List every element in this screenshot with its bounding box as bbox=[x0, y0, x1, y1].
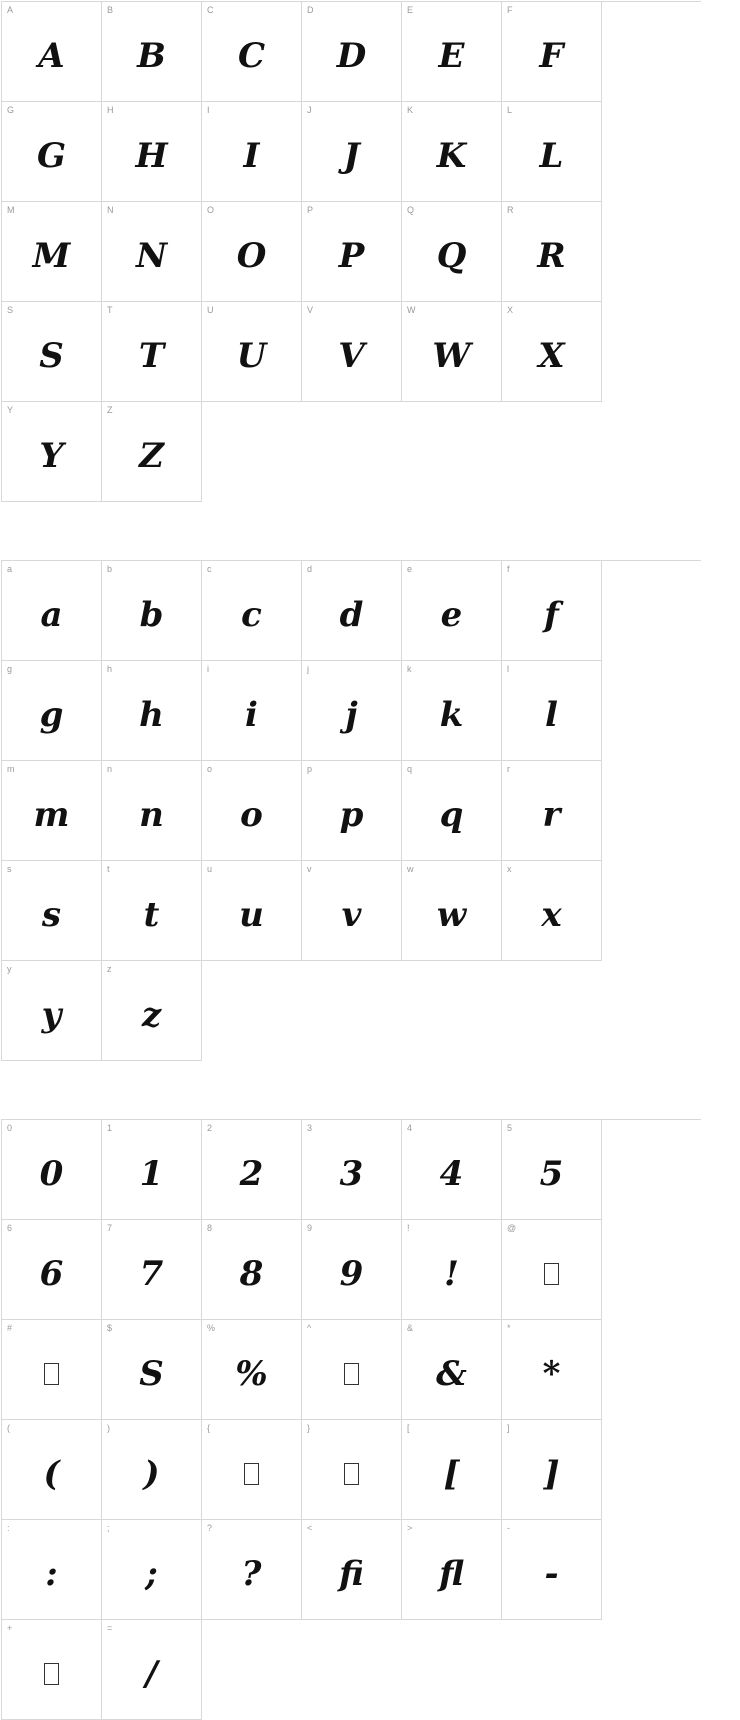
glyph-cell[interactable] bbox=[502, 1520, 602, 1620]
glyph-render: p bbox=[339, 794, 364, 835]
glyph-cell[interactable] bbox=[2, 1320, 102, 1420]
glyph-cell[interactable] bbox=[402, 561, 502, 661]
glyph-cell[interactable] bbox=[2, 1420, 102, 1520]
glyph-cell[interactable] bbox=[202, 1120, 302, 1220]
glyph-cell[interactable] bbox=[2, 661, 102, 761]
glyph-render: V bbox=[338, 335, 365, 376]
glyph-notdef-box bbox=[502, 1220, 601, 1319]
glyph-cell[interactable] bbox=[2, 1220, 102, 1320]
glyph-render: * bbox=[542, 1353, 561, 1394]
glyph-code-label: X bbox=[507, 305, 514, 315]
glyph-render: x bbox=[541, 894, 562, 935]
glyph-code-label: 9 bbox=[307, 1223, 313, 1233]
glyph-code-label: m bbox=[7, 764, 15, 774]
glyph-cell[interactable] bbox=[2, 202, 102, 302]
glyph-cell[interactable] bbox=[102, 1320, 202, 1420]
glyph-code-label: K bbox=[407, 105, 414, 115]
glyph-render: A bbox=[38, 35, 65, 76]
glyph-cell[interactable] bbox=[402, 761, 502, 861]
glyph-code-label: j bbox=[307, 664, 310, 674]
glyph-cell[interactable] bbox=[202, 102, 302, 202]
glyph-code-label: k bbox=[407, 664, 412, 674]
glyph-code-label: C bbox=[207, 5, 214, 15]
glyph-render: 3 bbox=[339, 1153, 364, 1194]
glyph-code-label: U bbox=[207, 305, 214, 315]
glyph-code-label: ( bbox=[7, 1423, 11, 1433]
glyph-render: o bbox=[240, 794, 263, 835]
glyph-cell[interactable] bbox=[502, 761, 602, 861]
glyph-cell[interactable] bbox=[2, 1520, 102, 1620]
glyph-render: 4 bbox=[439, 1153, 464, 1194]
glyph-render: u bbox=[239, 894, 264, 935]
glyph-code-label: e bbox=[407, 564, 413, 574]
glyph-grid-digits-and-symbols bbox=[1, 1119, 701, 1720]
glyph-render: P bbox=[338, 235, 365, 276]
glyph-render: M bbox=[32, 235, 71, 276]
glyph-code-label: z bbox=[107, 964, 112, 974]
glyph-code-label: i bbox=[207, 664, 210, 674]
glyph-cell[interactable] bbox=[102, 1220, 202, 1320]
glyph-cell[interactable] bbox=[2, 1620, 102, 1720]
glyph-cell[interactable] bbox=[102, 102, 202, 202]
glyph-code-label: 8 bbox=[207, 1223, 213, 1233]
glyph-code-label: a bbox=[7, 564, 13, 574]
glyph-code-label: J bbox=[307, 105, 312, 115]
glyph-code-label: # bbox=[7, 1323, 13, 1333]
glyph-code-label: P bbox=[307, 205, 314, 215]
glyph-cell[interactable] bbox=[502, 861, 602, 961]
glyph-cell[interactable] bbox=[202, 202, 302, 302]
glyph-render: fi bbox=[339, 1553, 364, 1594]
glyph-code-label: l bbox=[507, 664, 510, 674]
glyph-cell[interactable] bbox=[2, 561, 102, 661]
glyph-code-label: I bbox=[207, 105, 210, 115]
missing-glyph-icon bbox=[244, 1463, 259, 1485]
glyph-render: a bbox=[40, 594, 63, 635]
glyph-code-label: ^ bbox=[307, 1323, 312, 1333]
glyph-render: H bbox=[135, 135, 168, 176]
glyph-code-label: y bbox=[7, 964, 12, 974]
glyph-render: t bbox=[143, 894, 160, 935]
glyph-code-label: M bbox=[7, 205, 15, 215]
glyph-cell[interactable] bbox=[202, 861, 302, 961]
glyph-cell[interactable] bbox=[502, 2, 602, 102]
glyph-code-label: r bbox=[507, 764, 511, 774]
glyph-cell[interactable] bbox=[102, 661, 202, 761]
glyph-cell[interactable] bbox=[502, 561, 602, 661]
glyph-cell[interactable] bbox=[502, 102, 602, 202]
glyph-cell[interactable] bbox=[302, 1420, 402, 1520]
glyph-render: r bbox=[542, 794, 561, 835]
glyph-code-label: - bbox=[507, 1523, 511, 1533]
glyph-code-label: w bbox=[407, 864, 414, 874]
glyph-render: L bbox=[539, 135, 564, 176]
glyph-render: C bbox=[237, 35, 266, 76]
glyph-cell[interactable] bbox=[202, 1220, 302, 1320]
glyph-cell[interactable] bbox=[202, 561, 302, 661]
glyph-cell[interactable] bbox=[202, 761, 302, 861]
glyph-notdef-box bbox=[302, 1320, 401, 1419]
glyph-render: J bbox=[343, 135, 360, 176]
glyph-notdef-box bbox=[202, 1420, 301, 1519]
glyph-render: S bbox=[39, 335, 64, 376]
glyph-render: Y bbox=[39, 435, 64, 476]
glyph-code-label: G bbox=[7, 105, 15, 115]
glyph-code-label: % bbox=[207, 1323, 216, 1333]
glyph-render: f bbox=[544, 594, 559, 635]
glyph-render: h bbox=[139, 694, 164, 735]
glyph-render: K bbox=[436, 135, 467, 176]
glyph-render: W bbox=[432, 335, 471, 376]
block-separator bbox=[0, 1061, 740, 1119]
glyph-cell[interactable] bbox=[202, 302, 302, 402]
glyph-code-label: h bbox=[107, 664, 113, 674]
glyph-cell[interactable] bbox=[102, 202, 202, 302]
glyph-cell-empty bbox=[302, 1620, 402, 1720]
glyph-code-label: s bbox=[7, 864, 12, 874]
glyph-render: N bbox=[135, 235, 168, 276]
glyph-render: b bbox=[139, 594, 164, 635]
glyph-cell[interactable] bbox=[402, 302, 502, 402]
glyph-cell[interactable] bbox=[102, 2, 202, 102]
glyph-cell[interactable] bbox=[402, 102, 502, 202]
missing-glyph-icon bbox=[344, 1463, 359, 1485]
glyph-render: i bbox=[245, 694, 258, 735]
glyph-cell-empty bbox=[202, 1620, 302, 1720]
glyph-code-label: g bbox=[7, 664, 13, 674]
glyph-render: 1 bbox=[139, 1153, 164, 1194]
glyph-code-label: 7 bbox=[107, 1223, 113, 1233]
glyph-render: z bbox=[141, 994, 162, 1035]
glyph-cell[interactable] bbox=[302, 761, 402, 861]
glyph-code-label: > bbox=[407, 1523, 413, 1533]
glyph-render: S bbox=[139, 1353, 164, 1394]
glyph-cell[interactable] bbox=[102, 861, 202, 961]
glyph-cell-empty bbox=[302, 402, 402, 502]
glyph-cell[interactable] bbox=[502, 202, 602, 302]
glyph-cell[interactable] bbox=[2, 1120, 102, 1220]
glyph-render: B bbox=[137, 35, 166, 76]
glyph-cell[interactable] bbox=[302, 302, 402, 402]
glyph-cell[interactable] bbox=[302, 1120, 402, 1220]
glyph-cell[interactable] bbox=[202, 661, 302, 761]
glyph-cell[interactable] bbox=[202, 1420, 302, 1520]
glyph-notdef-box bbox=[2, 1620, 101, 1719]
glyph-cell[interactable] bbox=[302, 661, 402, 761]
glyph-code-label: ; bbox=[107, 1523, 110, 1533]
glyph-code-label: o bbox=[207, 764, 213, 774]
glyph-cell-empty bbox=[202, 402, 302, 502]
glyph-cell[interactable] bbox=[402, 202, 502, 302]
glyph-render: w bbox=[436, 894, 467, 935]
glyph-code-label: A bbox=[7, 5, 14, 15]
glyph-render: ? bbox=[241, 1553, 262, 1594]
glyph-code-label: L bbox=[507, 105, 513, 115]
glyph-render: : bbox=[45, 1553, 58, 1594]
glyph-code-label: Q bbox=[407, 205, 415, 215]
glyph-render: - bbox=[544, 1553, 559, 1594]
glyph-render: / bbox=[145, 1653, 158, 1694]
glyph-cell[interactable] bbox=[202, 1520, 302, 1620]
glyph-render: & bbox=[436, 1353, 467, 1394]
glyph-render: d bbox=[339, 594, 364, 635]
glyph-code-label: } bbox=[307, 1423, 311, 1433]
glyph-cell[interactable] bbox=[102, 1420, 202, 1520]
glyph-code-label: Y bbox=[7, 405, 14, 415]
glyph-render: 0 bbox=[39, 1153, 64, 1194]
glyph-cell[interactable] bbox=[102, 302, 202, 402]
glyph-code-label: W bbox=[407, 305, 416, 315]
glyph-code-label: 5 bbox=[507, 1123, 513, 1133]
glyph-cell-empty bbox=[202, 961, 302, 1061]
glyph-render: m bbox=[33, 794, 70, 835]
glyph-cell[interactable] bbox=[402, 1120, 502, 1220]
glyph-code-label: c bbox=[207, 564, 212, 574]
glyph-cell[interactable] bbox=[302, 861, 402, 961]
glyph-cell[interactable] bbox=[102, 761, 202, 861]
glyph-render: Z bbox=[139, 435, 164, 476]
glyph-render: [ bbox=[443, 1453, 460, 1494]
glyph-cell[interactable] bbox=[302, 1520, 402, 1620]
glyph-render: y bbox=[41, 994, 62, 1035]
glyph-code-label: Z bbox=[107, 405, 113, 415]
glyph-cell[interactable] bbox=[402, 1220, 502, 1320]
glyph-code-label: & bbox=[407, 1323, 414, 1333]
glyph-cell[interactable] bbox=[502, 1120, 602, 1220]
glyph-render: X bbox=[538, 335, 565, 376]
glyph-render: s bbox=[41, 894, 62, 935]
glyph-cell[interactable] bbox=[102, 1620, 202, 1720]
glyph-cell[interactable] bbox=[302, 2, 402, 102]
glyph-render: E bbox=[438, 35, 465, 76]
glyph-cell[interactable] bbox=[502, 1320, 602, 1420]
missing-glyph-icon bbox=[44, 1363, 59, 1385]
missing-glyph-icon bbox=[344, 1363, 359, 1385]
glyph-render: q bbox=[439, 794, 464, 835]
glyph-code-label: x bbox=[507, 864, 512, 874]
glyph-code-label: f bbox=[507, 564, 510, 574]
glyph-cell[interactable] bbox=[2, 2, 102, 102]
glyph-render: 6 bbox=[39, 1253, 64, 1294]
glyph-cell[interactable] bbox=[102, 561, 202, 661]
glyph-render: e bbox=[440, 594, 463, 635]
glyph-grid-uppercase bbox=[1, 1, 701, 502]
glyph-code-label: q bbox=[407, 764, 413, 774]
glyph-render: g bbox=[39, 694, 64, 735]
glyph-render: ; bbox=[145, 1553, 158, 1594]
glyph-code-label: @ bbox=[507, 1223, 517, 1233]
glyph-render: 5 bbox=[539, 1153, 564, 1194]
glyph-code-label: * bbox=[507, 1323, 511, 1333]
missing-glyph-icon bbox=[544, 1263, 559, 1285]
glyph-render: j bbox=[345, 694, 358, 735]
glyph-cell[interactable] bbox=[102, 1120, 202, 1220]
glyph-cell[interactable] bbox=[302, 102, 402, 202]
glyph-cell[interactable] bbox=[2, 961, 102, 1061]
glyph-render: G bbox=[36, 135, 67, 176]
glyph-code-label: v bbox=[307, 864, 312, 874]
glyph-code-label: E bbox=[407, 5, 414, 15]
glyph-cell[interactable] bbox=[2, 861, 102, 961]
glyph-cell[interactable] bbox=[402, 1420, 502, 1520]
glyph-code-label: ] bbox=[507, 1423, 510, 1433]
block-separator bbox=[0, 502, 740, 560]
glyph-code-label: T bbox=[107, 305, 113, 315]
glyph-cell[interactable] bbox=[402, 1320, 502, 1420]
glyph-cell[interactable] bbox=[302, 1220, 402, 1320]
glyph-code-label: 1 bbox=[107, 1123, 113, 1133]
glyph-code-label: u bbox=[207, 864, 213, 874]
glyph-code-label: H bbox=[107, 105, 114, 115]
glyph-code-label: [ bbox=[407, 1423, 410, 1433]
glyph-blocks-container bbox=[0, 1, 740, 1720]
glyph-cell[interactable] bbox=[502, 661, 602, 761]
glyph-render: ( bbox=[43, 1453, 60, 1494]
glyph-render: 9 bbox=[339, 1253, 364, 1294]
glyph-cell[interactable] bbox=[302, 561, 402, 661]
glyph-cell[interactable] bbox=[2, 402, 102, 502]
glyph-code-label: + bbox=[7, 1623, 13, 1633]
glyph-render: I bbox=[243, 135, 260, 176]
glyph-render: 2 bbox=[239, 1153, 264, 1194]
glyph-cell[interactable] bbox=[402, 2, 502, 102]
glyph-render: R bbox=[537, 235, 566, 276]
glyph-code-label: { bbox=[207, 1423, 211, 1433]
glyph-code-label: D bbox=[307, 5, 314, 15]
glyph-render: n bbox=[139, 794, 164, 835]
glyph-cell[interactable] bbox=[502, 1220, 602, 1320]
glyph-cell[interactable] bbox=[402, 861, 502, 961]
glyph-render: ! bbox=[444, 1253, 459, 1294]
glyph-grid-lowercase bbox=[1, 560, 701, 1061]
glyph-cell[interactable] bbox=[2, 761, 102, 861]
glyph-code-label: ) bbox=[107, 1423, 111, 1433]
glyph-render: 7 bbox=[139, 1253, 164, 1294]
glyph-code-label: 3 bbox=[307, 1123, 313, 1133]
glyph-cell[interactable] bbox=[502, 302, 602, 402]
glyph-render: c bbox=[241, 594, 262, 635]
glyph-code-label: 6 bbox=[7, 1223, 13, 1233]
glyph-cell[interactable] bbox=[202, 2, 302, 102]
glyph-render: U bbox=[236, 335, 267, 376]
glyph-notdef-box bbox=[2, 1320, 101, 1419]
glyph-render: T bbox=[138, 335, 165, 376]
glyph-render: ) bbox=[143, 1453, 160, 1494]
glyph-code-label: 0 bbox=[7, 1123, 13, 1133]
glyph-render: k bbox=[439, 694, 464, 735]
glyph-cell[interactable] bbox=[2, 102, 102, 202]
glyph-code-label: = bbox=[107, 1623, 113, 1633]
glyph-cell[interactable] bbox=[402, 1520, 502, 1620]
glyph-render: Q bbox=[436, 235, 467, 276]
glyph-code-label: b bbox=[107, 564, 113, 574]
glyph-render: F bbox=[539, 35, 564, 76]
glyph-code-label: p bbox=[307, 764, 313, 774]
glyph-code-label: 2 bbox=[207, 1123, 213, 1133]
glyph-cell[interactable] bbox=[302, 1320, 402, 1420]
glyph-cell[interactable] bbox=[102, 402, 202, 502]
glyph-render: 8 bbox=[239, 1253, 264, 1294]
glyph-cell[interactable] bbox=[202, 1320, 302, 1420]
glyph-code-label: t bbox=[107, 864, 110, 874]
glyph-cell[interactable] bbox=[2, 302, 102, 402]
glyph-cell[interactable] bbox=[502, 1420, 602, 1520]
glyph-code-label: $ bbox=[107, 1323, 113, 1333]
glyph-code-label: O bbox=[207, 205, 215, 215]
glyph-cell[interactable] bbox=[402, 661, 502, 761]
glyph-code-label: V bbox=[307, 305, 314, 315]
glyph-notdef-box bbox=[302, 1420, 401, 1519]
glyph-render: v bbox=[341, 894, 362, 935]
glyph-code-label: 4 bbox=[407, 1123, 413, 1133]
glyph-cell-empty bbox=[302, 961, 402, 1061]
glyph-cell[interactable] bbox=[302, 202, 402, 302]
glyph-code-label: d bbox=[307, 564, 313, 574]
glyph-code-label: S bbox=[7, 305, 14, 315]
glyph-render: % bbox=[235, 1353, 268, 1394]
glyph-cell[interactable] bbox=[102, 961, 202, 1061]
glyph-code-label: B bbox=[107, 5, 114, 15]
glyph-render: D bbox=[336, 35, 367, 76]
glyph-code-label: F bbox=[507, 5, 513, 15]
glyph-render: l bbox=[545, 694, 558, 735]
glyph-render: O bbox=[236, 235, 267, 276]
glyph-code-label: N bbox=[107, 205, 114, 215]
glyph-code-label: ! bbox=[407, 1223, 410, 1233]
glyph-cell[interactable] bbox=[102, 1520, 202, 1620]
missing-glyph-icon bbox=[44, 1663, 59, 1685]
glyph-code-label: ? bbox=[207, 1523, 213, 1533]
glyph-code-label: : bbox=[7, 1523, 10, 1533]
glyph-render: fl bbox=[439, 1553, 464, 1594]
glyph-code-label: < bbox=[307, 1523, 313, 1533]
glyph-code-label: n bbox=[107, 764, 113, 774]
glyph-code-label: R bbox=[507, 205, 514, 215]
glyph-render: ] bbox=[543, 1453, 560, 1494]
